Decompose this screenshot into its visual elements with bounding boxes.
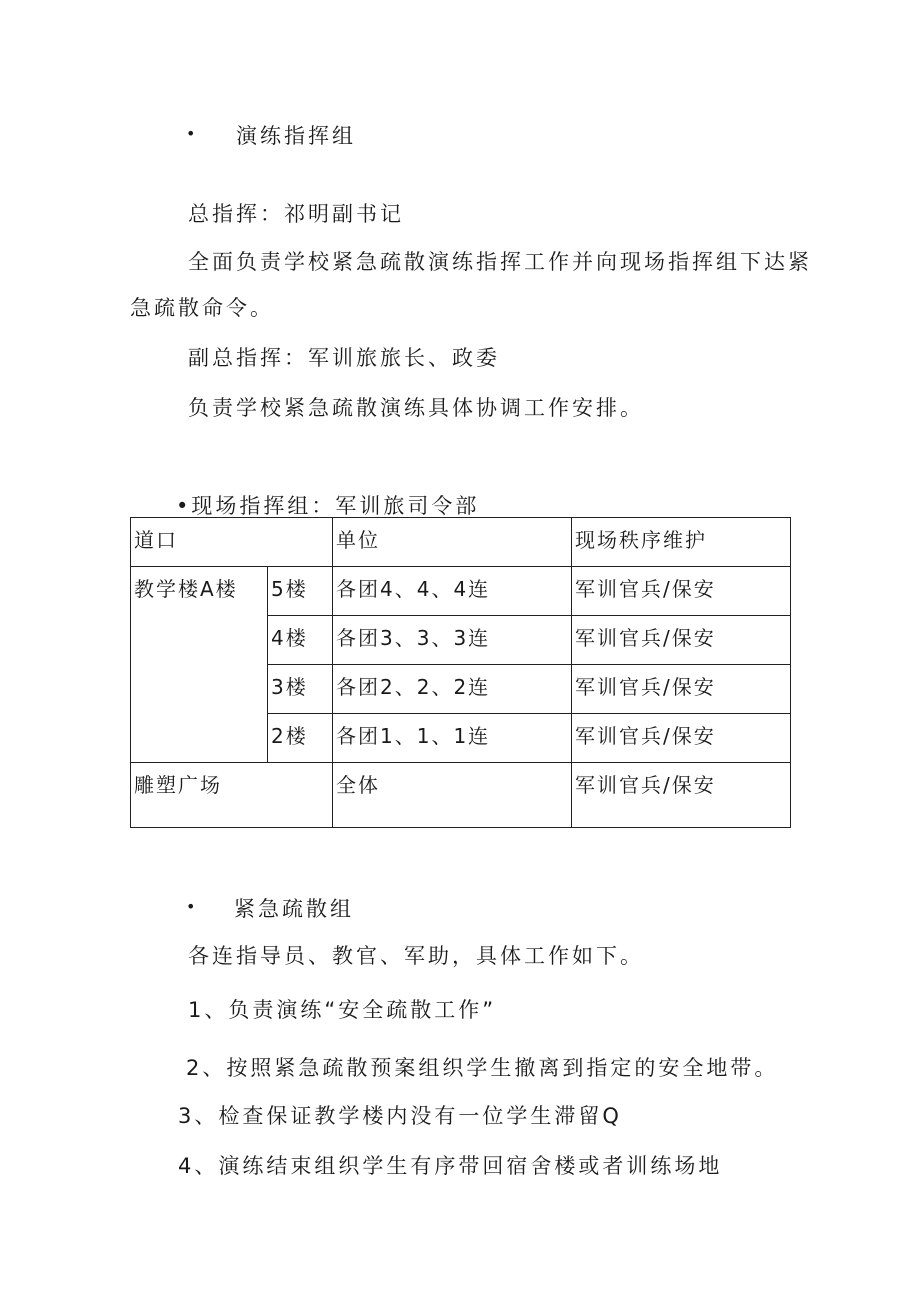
evacuation-item: 3、检查保证教学楼内没有一位学生滞留Q xyxy=(178,1104,622,1128)
chief-duty-line2: 急疏散命令。 xyxy=(130,296,274,320)
table-header-row xyxy=(131,518,791,567)
deputy-duty: 负责学校紧急疏散演练具体协调工作安排。 xyxy=(188,396,644,420)
command-group-heading: 演练指挥组 xyxy=(236,124,356,148)
evacuation-intro: 各连指导员、教官、军助，具体工作如下。 xyxy=(188,944,644,968)
unit-cell: 全体 xyxy=(333,763,572,828)
table-row xyxy=(131,567,791,616)
order-cell: 军训官兵/保安 xyxy=(572,714,791,763)
header-cell: 现场秩序维护 xyxy=(572,518,791,567)
header-cell: 道口 xyxy=(131,518,333,567)
chief-title: 总指挥：祁明副书记 xyxy=(188,202,404,226)
building-cell: 教学楼A楼 xyxy=(131,567,268,763)
plaza-cell: 雕塑广场 xyxy=(131,763,333,828)
order-cell: 军训官兵/保安 xyxy=(572,763,791,828)
bullet: • xyxy=(186,124,196,143)
order-cell: 军训官兵/保安 xyxy=(572,567,791,616)
table-row xyxy=(131,763,791,828)
field-group-heading: •现场指挥组：军训旅司令部 xyxy=(176,494,480,518)
floor-cell: 5楼 xyxy=(268,567,333,616)
header-cell: 单位 xyxy=(333,518,572,567)
evacuation-item: 2、按照紧急疏散预案组织学生撤离到指定的安全地带。 xyxy=(186,1056,779,1080)
unit-cell: 各团2、2、2连 xyxy=(333,665,572,714)
order-cell: 军训官兵/保安 xyxy=(572,616,791,665)
evacuation-item: 4、演练结束组织学生有序带回宿舍楼或者训练场地 xyxy=(178,1154,723,1178)
deputy-title: 副总指挥：军训旅旅长、政委 xyxy=(188,346,500,370)
evacuation-group-heading: 紧急疏散组 xyxy=(234,897,354,921)
field-command-table xyxy=(130,517,791,828)
unit-cell: 各团3、3、3连 xyxy=(333,616,572,665)
unit-cell: 各团4、4、4连 xyxy=(333,567,572,616)
chief-duty-line1: 全面负责学校紧急疏散演练指挥工作并向现场指挥组下达紧 xyxy=(188,250,812,274)
order-cell: 军训官兵/保安 xyxy=(572,665,791,714)
floor-cell: 2楼 xyxy=(268,714,333,763)
floor-cell: 3楼 xyxy=(268,665,333,714)
floor-cell: 4楼 xyxy=(268,616,333,665)
evacuation-item: 1、负责演练“安全疏散工作” xyxy=(188,998,497,1022)
unit-cell: 各团1、1、1连 xyxy=(333,714,572,763)
bullet: • xyxy=(186,897,196,916)
